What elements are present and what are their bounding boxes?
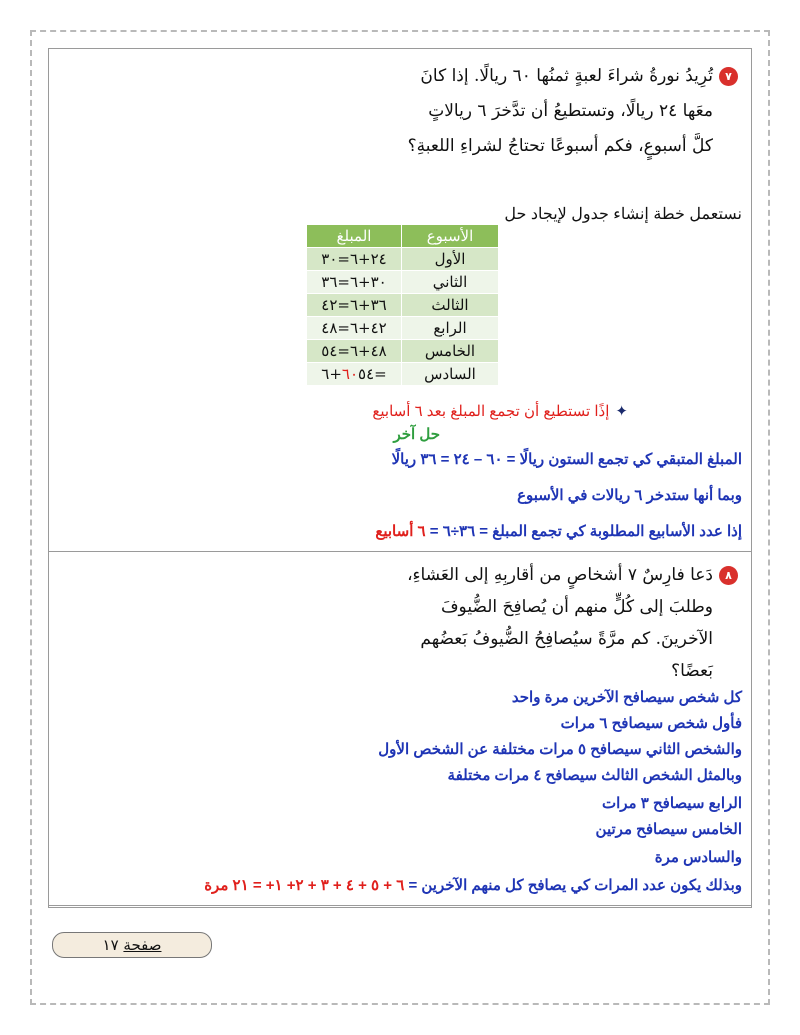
solution-line-5: الرابع سيصافح ٣ مرات — [601, 795, 742, 812]
header-week: الأسبوع — [402, 225, 499, 248]
problem-7-line-2: معَها ٢٤ ريالًا، وتستطيعُ أن تدَّخرَ ٦ ريالاتٍ — [428, 101, 713, 121]
amount-cell: ٢٤+٦=٣٠ — [307, 248, 402, 271]
solution-line-7: والسادس مرة — [654, 849, 742, 866]
amount-cell: ٤٢+٦=٤٨ — [307, 317, 402, 340]
problem-8-number-badge: ٨ — [719, 566, 738, 585]
problem-7-line-1 — [420, 66, 738, 86]
solution-line-3: والشخص الثاني سيصافح ٥ مرات مختلفة عن الشخص الأول — [378, 741, 742, 758]
solution-line-2: فأول شخص سيصافح ٦ مرات — [560, 715, 742, 732]
final-answer-text: وبذلك يكون عدد المرات كي يصافح كل منهم الآخرين = — [404, 877, 742, 894]
amount-cell: ٣٠+٦=٣٦ — [307, 271, 402, 294]
problem-7-number-badge: ٧ — [719, 67, 738, 86]
table-row — [307, 271, 499, 294]
solution-line-4: وبالمثل الشخص الثالث سيصافح ٤ مرات مختلفة — [447, 767, 742, 784]
alt-solution-line-1: المبلغ المتبقي كي تجمع الستون ريالًا = ٦٠ – ٢٤ = ٣٦ ريالًا — [391, 451, 742, 468]
problem-8-line-4: بَعضًا؟ — [671, 661, 713, 681]
alt-solution-answer: ٦ أسابيع — [375, 523, 426, 540]
table-row — [307, 248, 499, 271]
weeks-table — [306, 224, 499, 386]
week-cell: الخامس — [402, 340, 499, 363]
problem-8-text-1: دَعا فارِسٌ ٧ أشخاصٍ من أقاربِهِ إلى العَشاءِ، — [407, 565, 713, 585]
amount-cell: ٤٨+٦=٥٤ — [307, 340, 402, 363]
diamond-bullet-icon: ✦ — [615, 403, 628, 420]
section-divider — [48, 551, 752, 552]
amount-cell: ٣٦+٦=٤٢ — [307, 294, 402, 317]
problem-7-line-3: كلَّ أسبوعٍ، فكم أسبوعًا تحتاجُ لشراءِ اللعبةِ؟ — [407, 136, 713, 156]
problem-7-text-1: تُرِيدُ نورةُ شراءَ لعبةٍ ثمنُها ٦٠ ريالًا. إذا كانَ — [420, 66, 713, 86]
final-answer-value: ٦ + ٥ + ٤ + ٣ + ٢+ ١+ = ٢١ مرة — [204, 877, 405, 894]
conclusion-line — [372, 402, 628, 420]
alt-solution-line-2: وبما أنها ستدخر ٦ ريالات في الأسبوع — [517, 487, 742, 504]
header-amount: المبلغ — [307, 225, 402, 248]
alternative-solution-title: حل آخر — [393, 426, 440, 443]
amount-result-red: ٦٠ — [341, 365, 359, 383]
table-row — [307, 294, 499, 317]
week-cell: الثاني — [402, 271, 499, 294]
table-row — [307, 363, 499, 386]
page-word: صفحة — [123, 936, 162, 954]
week-cell: السادس — [402, 363, 499, 386]
problem-8-line-2: وطلبَ إلى كُلٍّ منهم أن يُصافِحَ الضُّيوفَ — [440, 597, 713, 617]
plan-statement: نستعمل خطة إنشاء جدول لإيجاد حل — [504, 206, 742, 223]
week-cell: الثالث — [402, 294, 499, 317]
alt-solution-line-3-text: إذا عدد الأسابيع المطلوبة كي تجمع المبلغ = ٣٦÷٦ = — [425, 523, 742, 540]
table-header-row — [307, 225, 499, 248]
week-cell: الأول — [402, 248, 499, 271]
page-number: ١٧ — [102, 936, 119, 954]
table-row — [307, 340, 499, 363]
amount-cell — [307, 363, 402, 386]
solution-line-6: الخامس سيصافح مرتين — [595, 821, 742, 838]
amount-expression: ٥٤+٦= — [321, 365, 387, 383]
page-number-label — [52, 932, 212, 958]
alt-solution-line-3 — [375, 522, 742, 540]
problem-8-line-3: الآخرينَ. كم مرَّةً سيُصافِحُ الضُّيوفُ بَعضُهم — [420, 629, 713, 649]
solution-line-1: كل شخص سيصافح الآخرين مرة واحد — [511, 689, 742, 706]
table-row — [307, 317, 499, 340]
footer-divider — [48, 905, 752, 906]
problem-8-line-1 — [407, 565, 738, 585]
conclusion-text: إذًا تستطيع أن تجمع المبلغ بعد ٦ أسابيع — [372, 403, 610, 420]
week-cell: الرابع — [402, 317, 499, 340]
final-answer-line — [204, 876, 742, 894]
